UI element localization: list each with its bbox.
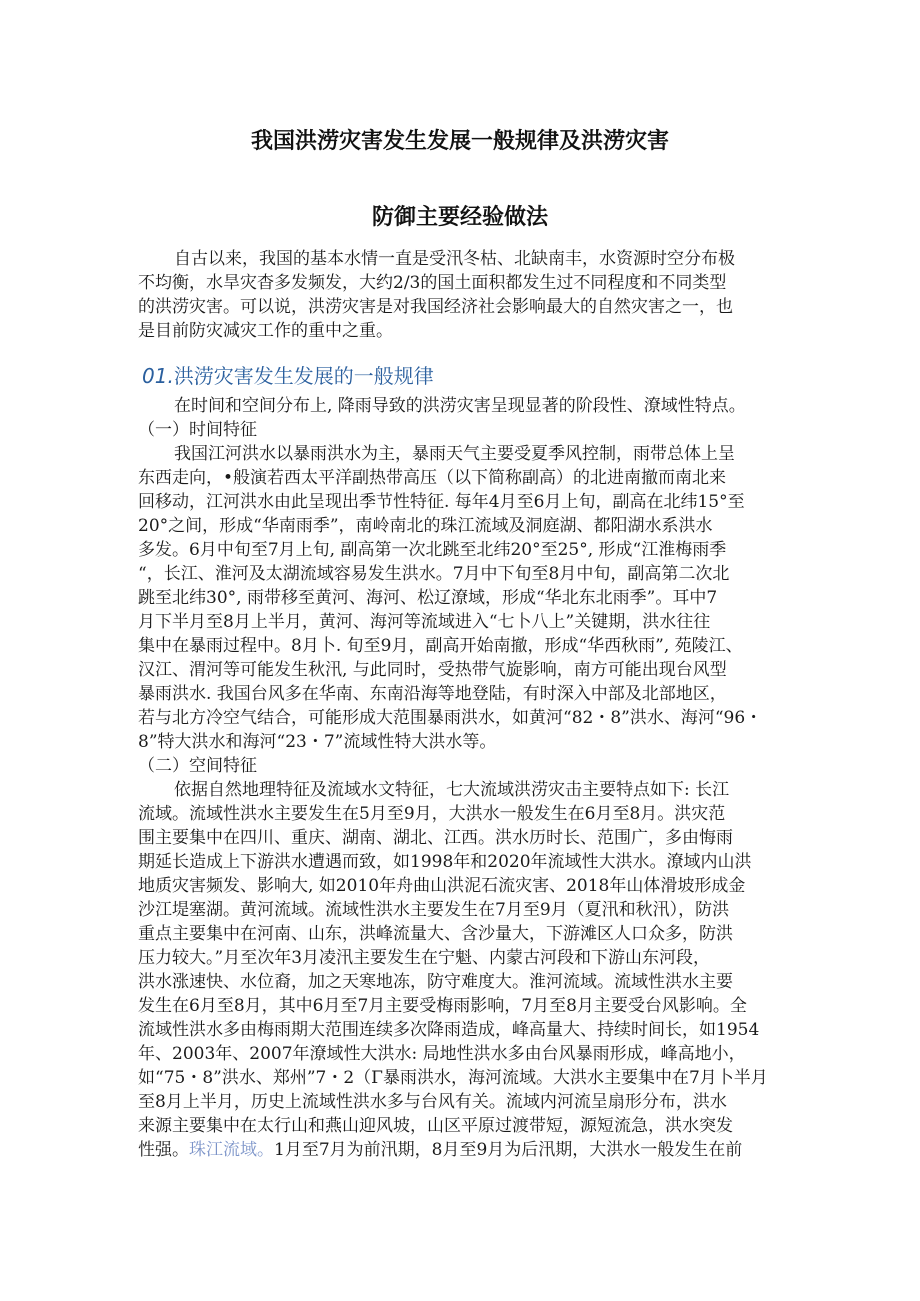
intro-line: 是目前防灾减灾工作的重中之重。 xyxy=(138,321,393,341)
body-line: 东西走向，•般演若西太平洋副热带高压（以下简称副高）的北进南撤而南北来 xyxy=(138,468,727,488)
subsection-heading-space: （二）空间特征 xyxy=(138,756,257,776)
body-line: 跳至北纬30°, 雨带移至黄河、海河、松辽潦域，形成“华北东北雨季”。耳中7 xyxy=(138,588,718,608)
body-line: 若与北方冷空气结合，可能形成大范围暴雨洪水，如黄河“82・8”洪水、海河“96・ xyxy=(138,708,763,728)
body-line: 流域。流域性洪水主要发生在5月至9月，大洪水一般发生在6月至8月。洪灾范 xyxy=(138,804,726,824)
body-line: 重点主要集中在河南、山东，洪峰流量大、含沙量大，下游滩区人口众多，防洪 xyxy=(138,924,733,944)
body-line: 汉江、渭河等可能发生秋汛, 与此同时，受热带气旋影响，南方可能出现台风型 xyxy=(138,660,727,680)
body-line: 围主要集中在四川、重庆、湖南、湖北、江西。洪水历时长、范围广，多由悔雨 xyxy=(138,828,733,848)
intro-line: 不均衡，水旱灾杳多发频发，大约2/3的国土面积都发生过不同程度和不同类型 xyxy=(138,273,727,293)
body-line: 月下半月至8月上半月，黄河、海河等流域进入“七卜八上”关键期，洪水往往 xyxy=(138,612,711,632)
body-line-last xyxy=(138,1138,788,1162)
body-line: 流域性洪水多由梅雨期大范围连续多次降雨造成，峰高量大、持续时间长，如1954 xyxy=(138,1020,760,1040)
body-line: 8”特大洪水和海河“23・7”流域性特大洪水等。 xyxy=(138,732,497,752)
zhujiang-basin-link[interactable]: 珠江流域。 xyxy=(189,1140,274,1160)
last-line-rest: 1月至7月为前汛期，8月至9月为后汛期，大洪水一般发生在前 xyxy=(274,1140,743,1160)
body-line: 20°之间，形成“华南雨季”，南岭南北的珠江流域及洞庭湖、都阳湖水系洪水 xyxy=(138,516,713,536)
section-heading xyxy=(142,360,434,389)
body-line: 期延长造成上下游洪水遭遇而致，如1998年和2020年流域性大洪水。潦域内山洪 xyxy=(138,852,752,872)
body-line: 集中在暴雨过程中。8月卜. 旬至9月，副高开始南撤，形成“华西秋雨”, 苑陵江、 xyxy=(138,636,743,656)
body-line: 来源主要集中在太行山和燕山迎风坡，山区平原过渡带短，源短流急，洪水突发 xyxy=(138,1116,733,1136)
body-line: “，长江、淮河及太湖流域容易发生洪水。7月中下旬至8月中旬，副高第二次北 xyxy=(138,564,730,584)
body-line: 如“75・8”洪水、郑州”7・2（Γ暴雨洪水，海河流域。大洪水主要集中在7月卜半月 xyxy=(138,1068,768,1088)
body-line: 我国江河洪水以暴雨洪水为主，暴雨天气主要受夏季风控制，雨带总体上呈 xyxy=(174,444,735,464)
intro-line: 的洪涝灾害。可以说，洪涝灾害是对我国经济社会影响最大的自然灾害之一，也 xyxy=(138,297,733,317)
body-line: 压力较大。”月至次年3月凌汛主要发生在宁魁、内蒙古河段和下游山东河段， xyxy=(138,948,711,968)
body-line: 发生在6月至8月，其中6月至7月主要受梅雨影响，7月至8月主要受台风影响。全 xyxy=(138,996,747,1016)
intro-line: 自古以来，我国的基本水情一直是受汛冬枯、北缺南丰，水资源时空分布极 xyxy=(174,249,735,269)
document-title-line1: 我国洪涝灾害发生发展一般规律及洪涝灾害 xyxy=(250,129,669,154)
document-title-line2: 防御主要经验做法 xyxy=(371,205,548,230)
last-line-prefix: 性强。 xyxy=(138,1140,189,1160)
body-line: 洪水涨速快、水位裔，加之天寒地冻，防守难度大。淮河流域。流域性洪水主要 xyxy=(138,972,733,992)
body-line: 地质灾害频发、影响大, 如2010年舟曲山洪泥石流灾害、2018年山体滑坡形成金 xyxy=(138,876,746,896)
body-line: 至8月上半月，历史上流域性洪水多与台风有关。流域内河流呈扇形分布，洪水 xyxy=(138,1092,727,1112)
section-heading-number: 01. xyxy=(142,364,174,388)
subsection-heading-time: （一）时间特征 xyxy=(138,420,257,440)
body-line: 暴雨洪水. 我国台风多在华南、东南沿海等地登陆，有时深入中部及北部地区， xyxy=(138,684,727,704)
body-line: 在时间和空间分布上, 降雨导致的洪涝灾害呈现显著的阶段性、潦域性特点。 xyxy=(174,396,746,416)
body-line: 沙江堤塞湖。黄河流域。流域性洪水主要发生在7月至9月（夏汛和秋汛），防洪 xyxy=(138,900,730,920)
section-heading-text: 洪涝灾害发生发展的一般规律 xyxy=(173,364,434,388)
body-line: 依据自然地理特征及流域水文特征，七大流域洪涝灾击主要特点如下: 长江 xyxy=(174,780,730,800)
body-text xyxy=(138,394,788,1162)
body-line: 年、2003年、2007年潦域性大洪水: 局地性洪水多由台风暴雨形成，峰高地小， xyxy=(138,1044,746,1064)
intro-paragraph xyxy=(138,247,788,343)
body-line: 回移动，江河洪水由此呈现出季节性特征. 每年4月至6月上旬，副高在北纬15°至 xyxy=(138,492,745,512)
body-line: 多发。6月中旬至7月上旬, 副高第一次北跳至北纬20°至25°, 形成“江淮梅雨季 xyxy=(138,540,727,560)
